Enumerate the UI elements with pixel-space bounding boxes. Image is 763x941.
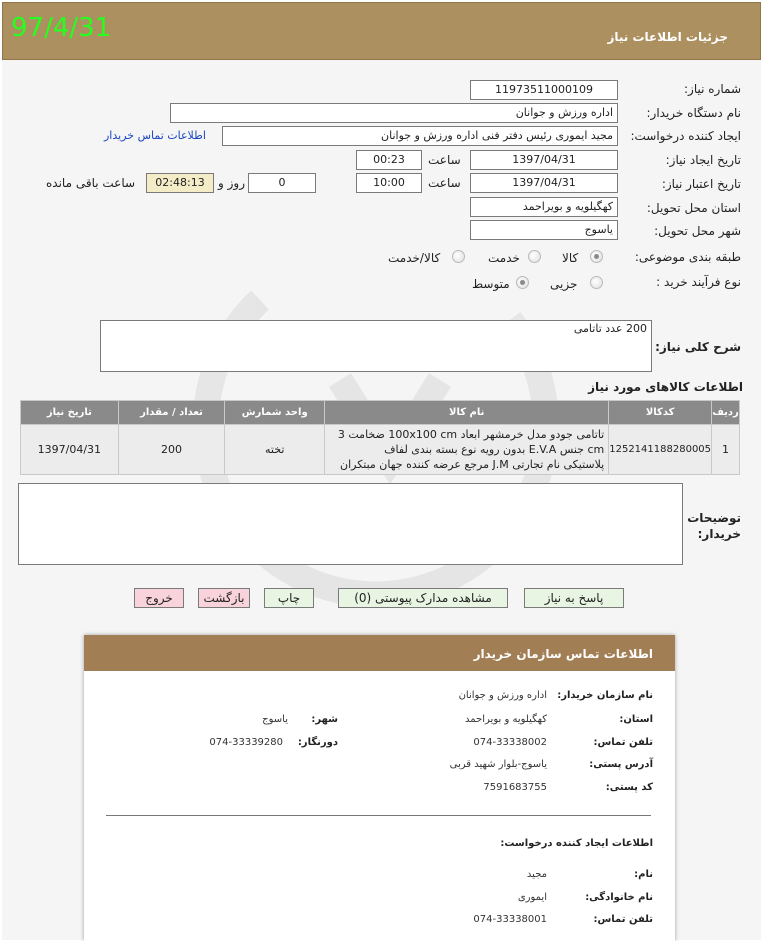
back-button[interactable]: بازگشت <box>198 588 250 608</box>
contact-org-label: نام سازمان خریدار: <box>557 690 653 701</box>
row-qty: 200 <box>118 425 225 475</box>
create-time-field[interactable]: 00:23 <box>356 150 422 170</box>
creator-section-title: اطلاعات ایجاد کننده درخواست: <box>500 838 653 849</box>
row-name-line1: تاتامی جودو مدل خرمشهر ابعاد 100x100 cm ضخامت 3 <box>337 428 605 441</box>
contact-province-label: استان: <box>619 714 653 725</box>
purchase-radio-medium[interactable] <box>516 276 529 289</box>
contact-city-label: شهر: <box>311 714 338 725</box>
category-option-goods: کالا <box>562 251 579 265</box>
contact-card <box>84 635 675 941</box>
creator-last-name-value: ایموری <box>517 892 547 903</box>
row-code: 1252141188280005 <box>609 425 712 475</box>
category-option-service: خدمت <box>488 251 520 265</box>
contact-address-label: آدرس پستی: <box>589 759 653 770</box>
remaining-time-field: 02:48:13 <box>146 173 214 193</box>
items-table-header <box>21 401 740 425</box>
days-field[interactable]: 0 <box>248 173 316 193</box>
header-date: 97/4/31 <box>11 13 112 43</box>
city-field[interactable]: یاسوج <box>470 220 618 240</box>
contact-phone-value: 074-33338002 <box>473 737 547 748</box>
validity-date-label: تاریخ اعتبار نیاز: <box>661 177 741 191</box>
row-name <box>325 425 609 475</box>
contact-divider <box>106 815 651 816</box>
contact-address-value: یاسوج-بلوار شهید قربی <box>449 759 547 770</box>
contact-card-header <box>84 635 675 671</box>
creator-label: ایجاد کننده درخواست: <box>630 129 741 143</box>
description-label: شرح کلی نیاز: <box>655 340 741 354</box>
items-table <box>20 400 740 475</box>
row-index: 1 <box>712 425 740 475</box>
need-number-field[interactable]: 11973511000109 <box>470 80 618 100</box>
table-row <box>21 425 740 475</box>
category-radio-both[interactable] <box>452 250 465 263</box>
contact-postal-label: کد پستی: <box>605 782 653 793</box>
creator-first-name-label: نام: <box>634 869 653 880</box>
contact-city-value: یاسوج <box>262 714 288 725</box>
province-label: استان محل تحویل: <box>646 201 741 215</box>
creator-phone-label: تلفن تماس: <box>593 914 653 925</box>
contact-phone-label: تلفن تماس: <box>593 737 653 748</box>
purchase-option-minor: جزیی <box>550 277 578 291</box>
row-date: 1397/04/31 <box>21 425 119 475</box>
col-date: تاریخ نیاز <box>21 401 119 425</box>
category-option-both: کالا/خدمت <box>388 251 441 265</box>
purchase-type-label: نوع فرآیند خرید : <box>656 275 741 289</box>
items-section-title: اطلاعات کالاهای مورد نیاز <box>588 380 743 394</box>
col-code: کدکالا <box>609 401 712 425</box>
row-name-line2: cm جنس E.V.A بدون رویه نوع بسته بندی لفاف <box>384 443 605 456</box>
create-time-label: ساعت <box>428 153 461 167</box>
col-index: ردیف <box>712 401 740 425</box>
row-name-line3: پلاستیکی نام تجارتی J.M مرجع عرضه کننده جهان مبتکران <box>340 458 605 471</box>
contact-org-value: اداره ورزش و جوانان <box>458 690 547 701</box>
creator-field[interactable]: مجید ایموری رئیس دفتر فنی اداره ورزش و جوانان <box>222 126 618 146</box>
description-field[interactable]: 200 عدد تاتامی <box>100 320 652 372</box>
buyer-org-label: نام دستگاه خریدار: <box>646 106 741 120</box>
validity-time-label: ساعت <box>428 176 461 190</box>
creator-last-name-label: نام خانوادگی: <box>585 892 653 903</box>
days-label: روز و <box>218 176 245 190</box>
creator-phone-value: 074-33338001 <box>473 914 547 925</box>
contact-card-title: اطلاعات تماس سازمان خریدار <box>473 647 653 661</box>
purchase-option-medium: متوسط <box>472 277 510 291</box>
col-qty: تعداد / مقدار <box>118 401 225 425</box>
row-unit: تخته <box>225 425 325 475</box>
category-radio-goods[interactable] <box>590 250 603 263</box>
page-header <box>2 2 761 60</box>
col-unit: واحد شمارش <box>225 401 325 425</box>
need-number-label: شماره نیاز: <box>684 82 741 96</box>
buyer-org-field[interactable]: اداره ورزش و جوانان <box>170 103 618 123</box>
purchase-radio-minor[interactable] <box>590 276 603 289</box>
category-label: طبقه بندی موضوعی: <box>634 250 741 264</box>
creator-first-name-value: مجید <box>526 869 547 880</box>
city-label: شهر محل تحویل: <box>654 224 741 238</box>
create-date-field[interactable]: 1397/04/31 <box>470 150 618 170</box>
remaining-label: ساعت باقی مانده <box>46 176 136 190</box>
contact-fax-value: 074-33339280 <box>209 737 283 748</box>
validity-date-field[interactable]: 1397/04/31 <box>470 173 618 193</box>
buyer-notes-label-2: خریدار: <box>697 527 741 541</box>
province-field[interactable]: کهگیلویه و بویراحمد <box>470 197 618 217</box>
validity-time-field[interactable]: 10:00 <box>356 173 422 193</box>
buyer-contact-link[interactable]: اطلاعات تماس خریدار <box>104 129 206 142</box>
contact-province-value: کهگیلویه و بویراحمد <box>465 714 547 725</box>
page-title: جزئیات اطلاعات نیاز <box>607 30 728 44</box>
buyer-notes-label-1: توضیحات <box>687 511 741 525</box>
contact-fax-label: دورنگار: <box>297 737 338 748</box>
col-name: نام کالا <box>325 401 609 425</box>
create-date-label: تاریخ ایجاد نیاز: <box>665 153 741 167</box>
view-documents-button[interactable]: مشاهده مدارک پیوستی (0) <box>338 588 508 608</box>
buyer-notes-field[interactable] <box>18 483 683 565</box>
contact-postal-value: 7591683755 <box>483 782 547 793</box>
reply-button[interactable]: پاسخ به نیاز <box>524 588 624 608</box>
print-button[interactable]: چاپ <box>264 588 314 608</box>
exit-button[interactable]: خروج <box>134 588 184 608</box>
category-radio-service[interactable] <box>528 250 541 263</box>
